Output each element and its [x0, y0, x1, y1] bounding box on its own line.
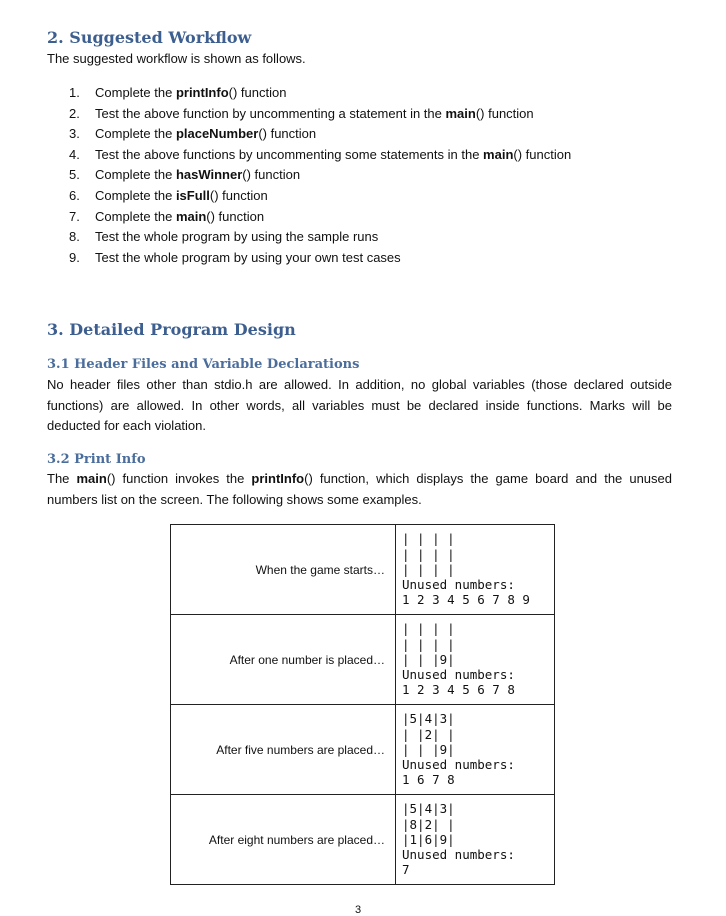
list-item [69, 207, 571, 228]
list-item-number: 5. [69, 167, 80, 183]
page-number: 3 [355, 904, 362, 916]
table-row [171, 705, 555, 795]
example-label: After one number is placed… [171, 615, 396, 705]
list-item-function-name: main [483, 146, 514, 162]
list-item [69, 227, 571, 248]
example-label: After five numbers are placed… [171, 705, 396, 795]
list-item-text: Complete the [95, 85, 176, 100]
list-item [69, 165, 571, 186]
subsection-3-1-text: No header files other than stdio.h are allowed. In addition, no global variables (those declared outside functions) are allowed. In other words, all variables must be declared inside functions. Marks will be deducted for each violation. [47, 377, 672, 433]
list-item-function-name: main [445, 105, 476, 121]
list-item [69, 83, 571, 104]
list-item-number: 1. [69, 85, 80, 100]
list-item [69, 104, 571, 125]
example-output [396, 705, 555, 795]
list-item-suffix: () function [475, 105, 534, 121]
list-item-number: 7. [69, 208, 80, 224]
list-item-number: 8. [69, 229, 80, 245]
table-row [171, 525, 555, 615]
subsection-3-2-text: The main() function invokes the printInfo() function, which displays the game board and the unused numbers list on the screen. The following shows some examples. [47, 471, 672, 507]
list-item-number: 2. [69, 105, 80, 121]
list-item-function-name: main [175, 208, 207, 224]
example-output [396, 615, 555, 705]
list-item-text: Complete the [95, 208, 176, 224]
examples-table [170, 524, 555, 885]
list-item-suffix: () function [258, 126, 317, 142]
example-output [396, 795, 555, 885]
list-item-text: Test the above functions by uncommenting some statements in the [95, 146, 484, 162]
list-item-number: 6. [69, 187, 80, 203]
list-item-number: 9. [69, 249, 80, 265]
table-row [171, 795, 555, 885]
workflow-intro: The suggested workflow is shown as follows. [47, 51, 306, 66]
example-output [396, 525, 555, 615]
list-item-suffix: () function [209, 187, 268, 203]
example-label: After eight numbers are placed… [171, 795, 396, 885]
board-output: |5|4|3| | |2| | | | |9| Unused numbers: 1 6 7 8 [402, 711, 515, 788]
section-3-title: 3. Detailed Program Design [47, 320, 296, 339]
workflow-steps-list [69, 83, 571, 268]
list-item-text: Test the above function by uncommenting a statement in the [95, 105, 446, 121]
section-2-title: 2. Suggested Workflow [47, 28, 252, 47]
list-item-function-name: isFull [175, 187, 210, 203]
list-item-text: Complete the [95, 126, 176, 142]
table-row [171, 615, 555, 705]
list-item-text: Test the whole program by using your own test cases [95, 249, 401, 265]
list-item-function-name: printInfo [175, 85, 229, 100]
list-item-text: Complete the [95, 167, 176, 183]
list-item [69, 124, 571, 145]
board-output: | | | | | | | | | | | | Unused numbers: 1 2 3 4 5 6 7 8 9 [402, 531, 530, 608]
list-item-suffix: () function [242, 167, 301, 183]
list-item-number: 3. [69, 126, 80, 142]
list-item [69, 186, 571, 207]
board-output: |5|4|3| |8|2| | |1|6|9| Unused numbers: 7 [402, 801, 515, 878]
subsection-3-1-title: 3.1 Header Files and Variable Declarations [47, 357, 360, 372]
list-item-suffix: () function [513, 146, 572, 162]
board-output: | | | | | | | | | | |9| Unused numbers: 1 2 3 4 5 6 7 8 [402, 621, 515, 698]
list-item-suffix: () function [228, 85, 287, 100]
list-item-text: Complete the [95, 187, 176, 203]
subsection-3-2-title: 3.2 Print Info [47, 452, 146, 467]
list-item-function-name: placeNumber [175, 126, 259, 142]
list-item [69, 145, 571, 166]
list-item-suffix: () function [206, 208, 265, 224]
list-item-text: Test the whole program by using the sample runs [95, 229, 379, 245]
example-label: When the game starts… [171, 525, 396, 615]
list-item-function-name: hasWinner [175, 167, 243, 183]
list-item [69, 248, 571, 269]
list-item-number: 4. [69, 146, 80, 162]
